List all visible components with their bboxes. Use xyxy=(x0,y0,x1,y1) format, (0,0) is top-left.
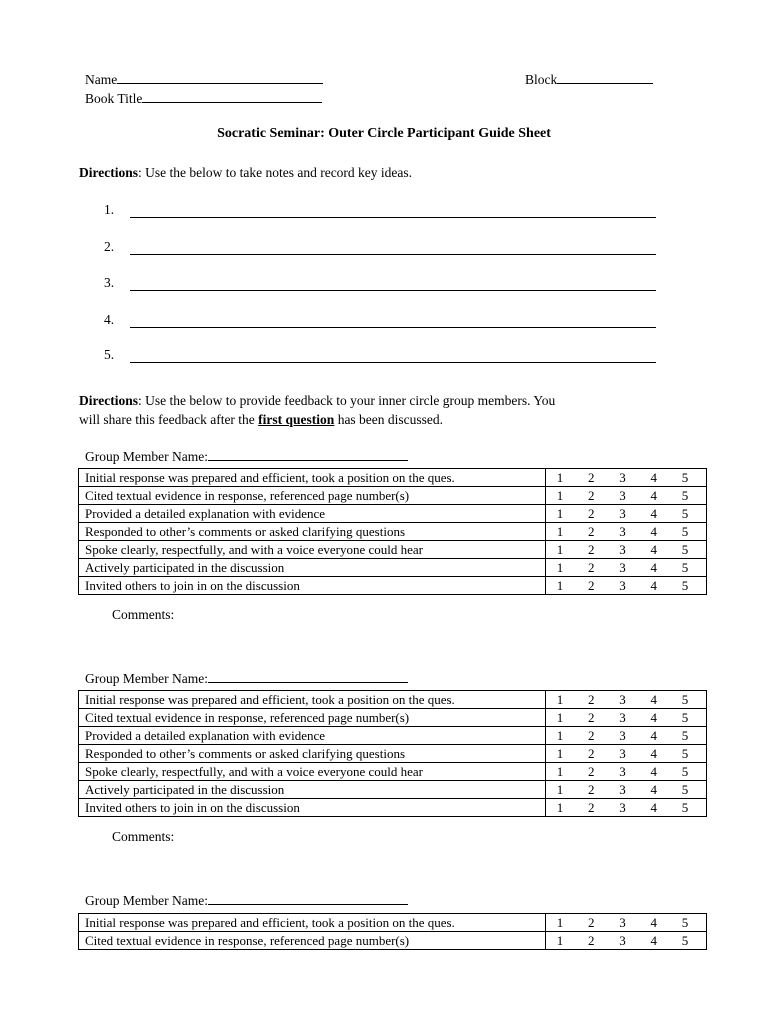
score-option[interactable]: 3 xyxy=(619,559,626,575)
book-title-label: Book Title xyxy=(85,91,143,106)
criterion-cell: Invited others to join in on the discussion xyxy=(79,799,546,817)
score-option[interactable]: 1 xyxy=(556,559,564,575)
score-option[interactable]: 5 xyxy=(681,691,689,707)
block-field[interactable] xyxy=(525,71,653,88)
note-blank[interactable] xyxy=(130,276,656,291)
criterion-cell: Responded to other’s comments or asked clarifying questions xyxy=(79,523,546,541)
score-option[interactable]: 1 xyxy=(556,541,564,557)
note-number: 5. xyxy=(104,347,115,362)
score-option[interactable]: 3 xyxy=(619,541,626,557)
score-option[interactable]: 1 xyxy=(556,523,564,539)
criterion-cell: Initial response was prepared and efficient, took a position on the ques. xyxy=(79,469,546,487)
score-option[interactable]: 1 xyxy=(556,745,564,761)
table-row xyxy=(79,541,707,559)
feedback-rubric-table xyxy=(78,913,707,950)
note-number: 4. xyxy=(104,312,115,327)
table-row xyxy=(79,505,707,523)
criterion-cell: Actively participated in the discussion xyxy=(79,559,546,577)
name-label: Name xyxy=(85,72,118,87)
directions-notes xyxy=(79,165,412,181)
directions-text-line1: : Use the below to provide feedback to your inner circle group members. You xyxy=(138,393,556,408)
score-option[interactable]: 1 xyxy=(556,709,564,725)
score-option[interactable]: 3 xyxy=(619,469,626,485)
table-row xyxy=(79,727,707,745)
book-title-blank[interactable] xyxy=(142,90,322,103)
score-option[interactable]: 2 xyxy=(588,709,595,725)
score-option[interactable]: 1 xyxy=(556,727,564,743)
score-option[interactable]: 5 xyxy=(681,727,689,743)
score-option[interactable]: 5 xyxy=(681,487,689,503)
note-line-5[interactable] xyxy=(104,347,656,363)
score-option[interactable]: 1 xyxy=(556,691,564,707)
table-row xyxy=(79,709,707,727)
criterion-cell: Actively participated in the discussion xyxy=(79,781,546,799)
table-row xyxy=(79,691,707,709)
note-line-4[interactable] xyxy=(104,312,656,328)
score-option[interactable]: 4 xyxy=(650,781,657,797)
comments-label: Comments: xyxy=(112,607,175,622)
name-field[interactable] xyxy=(85,71,323,88)
note-line-3[interactable] xyxy=(104,275,656,291)
criterion-cell: Provided a detailed explanation with evidence xyxy=(79,727,546,745)
table-row xyxy=(79,799,707,817)
criterion-cell: Invited others to join in on the discussion xyxy=(79,577,546,595)
note-number: 1. xyxy=(104,202,115,217)
score-option[interactable]: 1 xyxy=(556,505,564,521)
directions-label: Directions xyxy=(79,165,138,180)
group-member-name-blank[interactable] xyxy=(208,670,408,683)
score-option[interactable]: 4 xyxy=(650,505,657,521)
criterion-cell: Responded to other’s comments or asked clarifying questions xyxy=(79,745,546,763)
page-title: Socratic Seminar: Outer Circle Participant Guide Sheet xyxy=(217,126,551,141)
score-cell xyxy=(546,541,707,559)
feedback-rubric-table xyxy=(78,468,707,595)
score-option[interactable]: 4 xyxy=(650,469,657,485)
table-row xyxy=(79,763,707,781)
score-option[interactable]: 4 xyxy=(650,559,657,575)
criterion-cell: Cited textual evidence in response, referenced page number(s) xyxy=(79,709,546,727)
group-member-name-field[interactable] xyxy=(85,892,408,909)
criterion-cell: Spoke clearly, respectfully, and with a voice everyone could hear xyxy=(79,541,546,559)
score-option[interactable]: 2 xyxy=(588,914,595,930)
score-option[interactable]: 2 xyxy=(588,763,595,779)
score-option[interactable]: 2 xyxy=(588,932,595,948)
score-option[interactable]: 1 xyxy=(556,932,564,948)
score-option[interactable]: 3 xyxy=(619,781,626,797)
score-option[interactable]: 4 xyxy=(650,799,657,815)
first-question-emphasis: first question xyxy=(258,412,335,427)
note-number: 3. xyxy=(104,275,115,290)
table-row xyxy=(79,469,707,487)
score-option[interactable]: 5 xyxy=(681,559,689,575)
score-cell xyxy=(546,745,707,763)
score-cell xyxy=(546,799,707,817)
score-cell xyxy=(546,709,707,727)
score-option[interactable]: 2 xyxy=(588,523,595,539)
score-option[interactable]: 5 xyxy=(681,763,689,779)
score-option[interactable]: 5 xyxy=(681,469,689,485)
score-cell xyxy=(546,691,707,709)
score-option[interactable]: 3 xyxy=(619,763,626,779)
note-blank[interactable] xyxy=(130,313,656,328)
score-option[interactable]: 2 xyxy=(588,799,595,815)
score-option[interactable]: 5 xyxy=(681,781,689,797)
table-row xyxy=(79,932,707,950)
comments-label: Comments: xyxy=(112,829,175,844)
score-option[interactable]: 3 xyxy=(619,505,626,521)
score-cell xyxy=(546,559,707,577)
group-member-name-field[interactable] xyxy=(85,448,408,465)
score-option[interactable]: 3 xyxy=(619,691,626,707)
criterion-cell: Initial response was prepared and efficient, took a position on the ques. xyxy=(79,914,546,932)
score-option[interactable]: 3 xyxy=(619,523,626,539)
score-cell xyxy=(546,914,707,932)
score-option[interactable]: 3 xyxy=(619,709,626,725)
criterion-cell: Provided a detailed explanation with evidence xyxy=(79,505,546,523)
score-option[interactable]: 5 xyxy=(681,914,689,930)
note-line-2[interactable] xyxy=(104,239,656,255)
table-row xyxy=(79,577,707,595)
table-row xyxy=(79,487,707,505)
score-option[interactable]: 1 xyxy=(556,763,564,779)
score-option[interactable]: 4 xyxy=(650,914,657,930)
directions-text: : Use the below to take notes and record key ideas. xyxy=(138,165,413,180)
table-row xyxy=(79,781,707,799)
table-row xyxy=(79,745,707,763)
criterion-cell: Cited textual evidence in response, referenced page number(s) xyxy=(79,487,546,505)
score-option[interactable]: 4 xyxy=(650,487,657,503)
score-option[interactable]: 5 xyxy=(681,523,689,539)
directions-feedback-line2: will share this feedback after the first question has been discussed. xyxy=(79,412,444,427)
score-option[interactable]: 1 xyxy=(556,577,564,593)
score-option[interactable]: 5 xyxy=(681,932,689,948)
score-cell xyxy=(546,523,707,541)
score-option[interactable]: 3 xyxy=(619,577,626,593)
score-option[interactable]: 2 xyxy=(588,577,595,593)
directions-label: Directions xyxy=(79,393,138,408)
group-member-name-label: Group Member Name: xyxy=(85,671,208,686)
score-option[interactable]: 2 xyxy=(588,691,595,707)
group-member-name-blank[interactable] xyxy=(208,892,408,905)
score-cell xyxy=(546,781,707,799)
score-option[interactable]: 4 xyxy=(650,709,657,725)
score-cell xyxy=(546,932,707,950)
table-row xyxy=(79,523,707,541)
table-row xyxy=(79,914,707,932)
score-cell xyxy=(546,505,707,523)
score-option[interactable]: 1 xyxy=(556,914,564,930)
score-option[interactable]: 5 xyxy=(681,541,689,557)
score-option[interactable]: 5 xyxy=(681,505,689,521)
score-option[interactable]: 2 xyxy=(588,469,595,485)
score-option[interactable]: 1 xyxy=(556,487,564,503)
note-blank[interactable] xyxy=(130,348,656,363)
score-option[interactable]: 5 xyxy=(681,709,689,725)
score-cell xyxy=(546,577,707,595)
score-cell xyxy=(546,469,707,487)
score-option[interactable]: 3 xyxy=(619,914,626,930)
score-option[interactable]: 2 xyxy=(588,745,595,761)
table-row xyxy=(79,559,707,577)
score-option[interactable]: 5 xyxy=(681,577,689,593)
note-number: 2. xyxy=(104,239,115,254)
criterion-cell: Cited textual evidence in response, referenced page number(s) xyxy=(79,932,546,950)
book-title-field[interactable] xyxy=(85,90,322,107)
score-option[interactable]: 2 xyxy=(588,505,595,521)
score-option[interactable]: 2 xyxy=(588,727,595,743)
score-option[interactable]: 3 xyxy=(619,799,626,815)
score-option[interactable]: 4 xyxy=(650,932,657,948)
score-option[interactable]: 3 xyxy=(619,727,626,743)
score-option[interactable]: 4 xyxy=(650,745,657,761)
score-option[interactable]: 2 xyxy=(588,781,595,797)
group-member-name-field[interactable] xyxy=(85,670,408,687)
score-option[interactable]: 4 xyxy=(650,691,657,707)
score-option[interactable]: 4 xyxy=(650,763,657,779)
score-cell xyxy=(546,727,707,745)
group-member-name-blank[interactable] xyxy=(208,448,408,461)
score-option[interactable]: 4 xyxy=(650,541,657,557)
criterion-cell: Spoke clearly, respectfully, and with a voice everyone could hear xyxy=(79,763,546,781)
score-cell xyxy=(546,487,707,505)
score-option[interactable]: 1 xyxy=(556,469,564,485)
block-blank[interactable] xyxy=(557,71,653,84)
criterion-cell: Initial response was prepared and efficient, took a position on the ques. xyxy=(79,691,546,709)
block-label: Block xyxy=(525,72,558,87)
note-blank[interactable] xyxy=(130,240,656,255)
score-option[interactable]: 3 xyxy=(619,932,626,948)
score-option[interactable]: 4 xyxy=(650,577,657,593)
score-option[interactable]: 1 xyxy=(556,799,564,815)
feedback-rubric-table xyxy=(78,690,707,817)
name-blank[interactable] xyxy=(117,71,323,84)
group-member-name-label: Group Member Name: xyxy=(85,893,208,908)
score-option[interactable]: 2 xyxy=(588,559,595,575)
score-option[interactable]: 2 xyxy=(588,541,595,557)
score-option[interactable]: 3 xyxy=(619,745,626,761)
score-cell xyxy=(546,763,707,781)
score-option[interactable]: 5 xyxy=(681,745,689,761)
note-blank[interactable] xyxy=(130,203,656,218)
group-member-name-label: Group Member Name: xyxy=(85,449,208,464)
score-option[interactable]: 2 xyxy=(588,487,595,503)
note-line-1[interactable] xyxy=(104,202,656,218)
score-option[interactable]: 4 xyxy=(650,523,657,539)
score-option[interactable]: 3 xyxy=(619,487,626,503)
score-option[interactable]: 1 xyxy=(556,781,564,797)
directions-feedback xyxy=(79,393,555,409)
score-option[interactable]: 4 xyxy=(650,727,657,743)
score-option[interactable]: 5 xyxy=(681,799,689,815)
